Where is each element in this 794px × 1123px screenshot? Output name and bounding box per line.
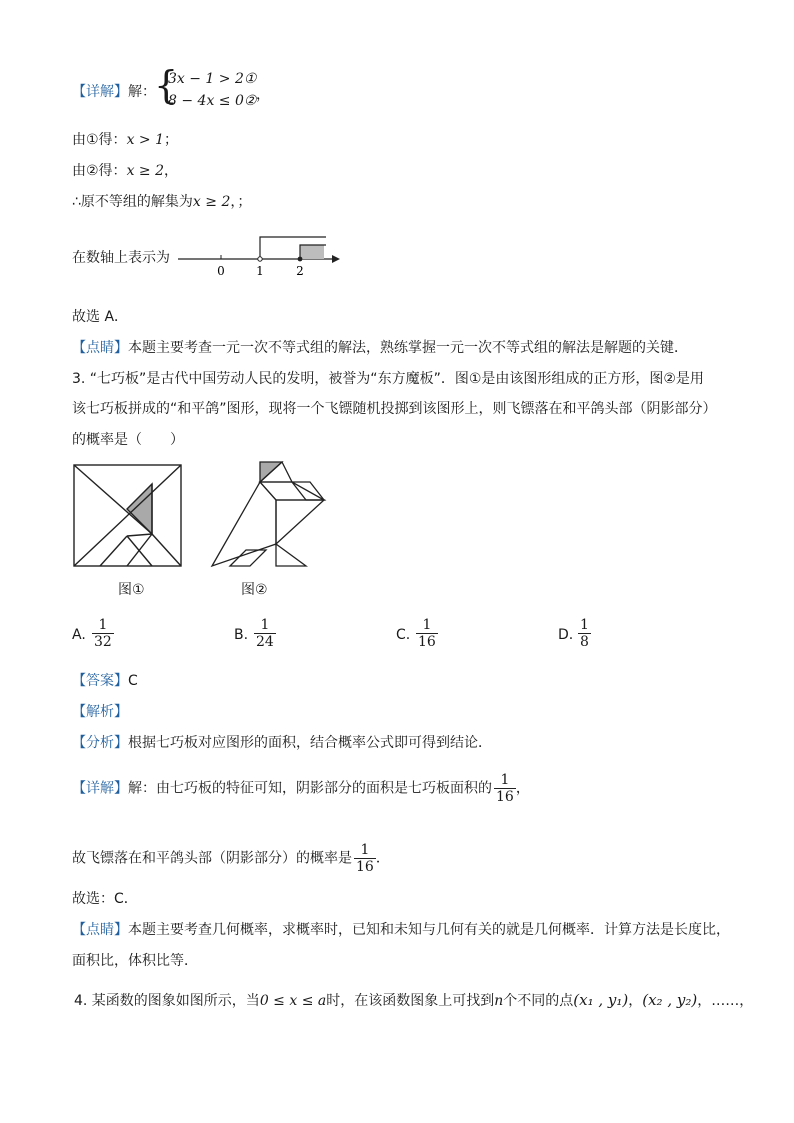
closed-point-2: [298, 257, 303, 262]
choice-b-num: 1: [260, 617, 270, 633]
comment-1-tag: 【点睛】: [72, 340, 128, 356]
choice-c-letter: C.: [396, 627, 411, 643]
figure-1-caption: 图①: [118, 582, 145, 598]
detail-prefix: 解：: [128, 84, 156, 100]
choice-d-num: 1: [580, 617, 589, 633]
detail-line-1: [72, 82, 156, 102]
choice-a-letter: A.: [72, 627, 86, 643]
peace-dove-figure: [210, 460, 330, 570]
tick-label-1: 1: [256, 264, 264, 278]
system-brace: {: [154, 63, 179, 107]
q4-point-2: (x₂ , y₂): [642, 991, 698, 1009]
step-2-end: ，: [164, 163, 178, 179]
tangram-square-figure: [73, 464, 183, 568]
q4-prefix: 4. 某函数的图象如图所示，当: [74, 993, 260, 1009]
q3-line-1: 3. “七巧板”是古代中国劳动人民的发明，被誉为“东方魔板”．图①是由该图形组成的正方形，图②是用: [72, 371, 704, 387]
comment-1-text: 本题主要考查一元一次不等式组的解法，熟练掌握一元一次不等式组的解法是解题的关键．: [128, 340, 688, 356]
step-2-text: 由②得：: [72, 163, 127, 179]
detail-2-num: 1: [500, 772, 510, 788]
choice-c-fraction: [416, 617, 438, 650]
detail-2-fraction: [494, 772, 516, 805]
conclusion-fraction: [354, 842, 376, 875]
q3-line-2: 该七巧板拼成的“和平鸽”图形，现将一个飞镖随机投掷到该图形上，则飞镖落在和平鸽头部（阴影部分）: [72, 401, 717, 417]
detail-2-text: 解：由七巧板的特征可知，阴影部分的面积是七巧板面积的: [128, 780, 492, 797]
answer-value: C: [128, 673, 138, 689]
detail-2-end: ，: [515, 780, 530, 797]
step-2: [72, 161, 178, 181]
choice-a-fraction: [92, 617, 114, 650]
q4-n: n: [494, 993, 504, 1009]
q4-point-1: (x₁ , y₁): [573, 991, 629, 1009]
q4-condition: 0 ≤ x ≤ a: [259, 993, 327, 1009]
comment-1: [72, 338, 688, 358]
fenxi-line: [72, 733, 492, 753]
analysis-tag: [72, 702, 128, 722]
number-line-arrow: [332, 255, 340, 263]
step-1-text: 由①得：: [72, 132, 127, 148]
q4-rest: 个不同的点: [503, 993, 574, 1009]
conclusion-num: 1: [360, 842, 370, 858]
number-line-figure: [170, 228, 350, 284]
step-3-text: ∴原不等组的解集为: [72, 194, 193, 210]
step-3: [72, 192, 251, 212]
conclusion-den: 16: [356, 859, 374, 875]
comment-2-line-2: 面积比，体积比等．: [72, 953, 198, 969]
tick-label-2: 2: [296, 264, 304, 278]
conclusion-line: [72, 842, 390, 875]
q3-line-3: 的概率是（ ）: [72, 432, 184, 448]
conclusion-end: ．: [375, 850, 390, 867]
choice-c-den: 16: [418, 634, 436, 650]
choice-d-fraction: [578, 617, 591, 650]
choice-c-num: 1: [422, 617, 432, 633]
open-point-1: [258, 257, 262, 261]
answer-line: [72, 671, 138, 691]
comment-2-tag: 【点睛】: [72, 922, 128, 938]
fenxi-tag: 【分析】: [72, 735, 128, 751]
detail-2-line: [72, 772, 530, 805]
q4-tail: ，……，: [697, 993, 754, 1009]
shaded-head-piece: [127, 484, 152, 534]
choice-b-den: 24: [256, 634, 274, 650]
system-comma: ，: [256, 87, 270, 103]
detail-2-tag: 【详解】: [72, 780, 128, 797]
answer-2: 故选：C．: [72, 891, 138, 907]
tick-label-0: 0: [217, 264, 225, 278]
step-1-math: x > 1: [126, 132, 164, 148]
step-3-end: ，；: [230, 194, 252, 210]
step-3-math: x ≥ 2: [192, 194, 231, 210]
inequality-2: 8 − 4x ≤ 0②: [168, 93, 257, 109]
solution-shade: [300, 245, 324, 259]
choice-a-num: 1: [98, 617, 108, 633]
fenxi-text: 根据七巧板对应图形的面积，结合概率公式即可得到结论．: [128, 735, 492, 751]
comment-2-text-1: 本题主要考查几何概率，求概率时，已知和未知与几何有关的就是几何概率．计算方法是长度比，: [128, 922, 730, 938]
detail-2-den: 16: [496, 789, 514, 805]
q4-mid: 时，在该函数图象上可找到: [326, 993, 495, 1009]
step-1-end: ；: [164, 132, 178, 148]
comment-2-line-1: [72, 920, 730, 940]
q4-line: 4. 某函数的图象如图所示，当0 ≤ x ≤ a时，在该函数图象上可找到n个不同的点(x₁ , y₁)，(x₂ , y₂)，……，: [74, 991, 754, 1009]
choice-d-den: 8: [580, 634, 589, 650]
numberline-label: 在数轴上表示为: [72, 250, 170, 266]
analysis-tag-text: 【解析】: [72, 704, 128, 720]
choice-d-letter: D.: [558, 627, 574, 643]
choice-a-den: 32: [94, 634, 112, 650]
inequality-1: 3x − 1 > 2①: [168, 71, 257, 87]
step-2-math: x ≥ 2: [126, 163, 164, 179]
answer-tag: 【答案】: [72, 673, 128, 689]
figure-2-caption: 图②: [241, 582, 268, 598]
answer-1: 故选 A．: [72, 309, 129, 325]
choice-b-fraction: [254, 617, 276, 650]
step-1: [72, 130, 178, 150]
choice-b-letter: B.: [234, 627, 249, 643]
conclusion-text: 故飞镖落在和平鸽头部（阴影部分）的概率是: [72, 850, 352, 867]
detail-tag: 【详解】: [72, 84, 128, 100]
